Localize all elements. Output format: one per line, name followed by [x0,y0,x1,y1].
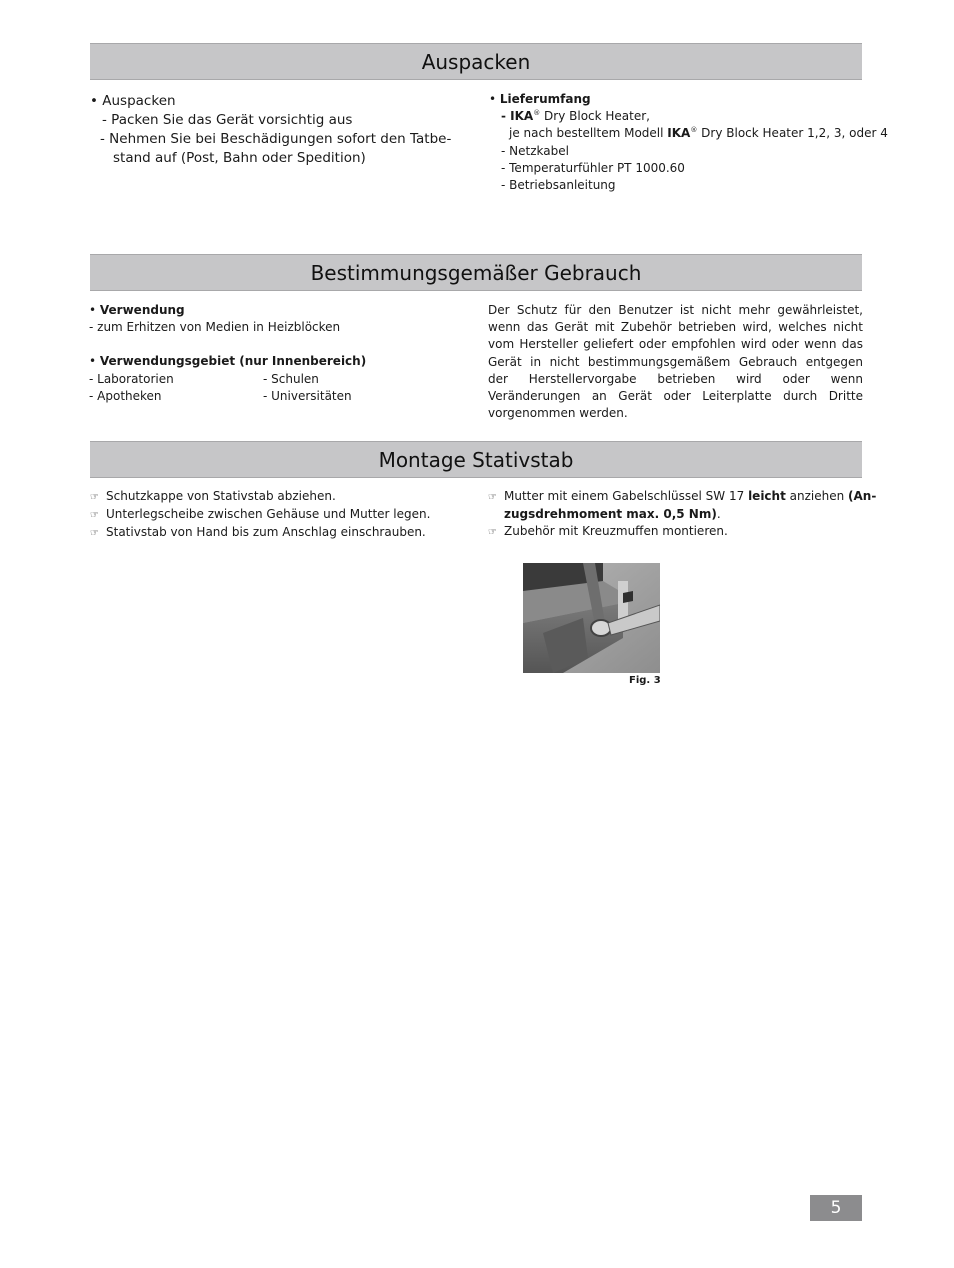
montage-right: ☞ Mutter mit einem Gabelschlüssel SW 17 leicht anziehen (An- zugsdrehmoment max. 0,5 Nm). ☞ Zubehör mit Kreuzmuffen montieren. [488,488,876,542]
bullet-icon: • [89,354,100,369]
schutz-paragraph: Der Schutz für den Benutzer ist nicht mehr gewährleistet, wenn das Gerät mit Zubehör betrieben wird, welches nicht vom Hersteller geliefert oder empfohlen wird oder wenn das Gerät in nicht bestimmungsgemäßem Gebrauch entgegen der Herstellervorgabe betrieben wird oder wenn Veränderungen an Gerät oder Leiterplatte durch Dritte vorgenommen werden. [488,303,863,421]
page-number: 5 [810,1195,862,1221]
fig3-photo [523,563,660,673]
bullet-icon: • [489,92,500,106]
figure-caption: Fig. 3 [629,675,661,686]
auspacken-left: • Auspacken - Packen Sie das Gerät vorsichtig aus - Nehmen Sie bei Beschädigungen sofort den Tatbe- stand auf (Post, Bahn oder Spedition) [90,93,452,166]
section-title-auspacken: Auspacken [90,43,862,80]
bullet-icon: • [90,93,103,109]
section-title-gebrauch: Bestimmungsgemäßer Gebrauch [90,254,862,291]
section-title-montage: Montage Stativstab [90,441,862,478]
lieferumfang-right: • Lieferumfang - IKA® Dry Block Heater, je nach bestelltem Modell IKA® Dry Block Heater 1,2, 3, oder 4 - Netzkabel - Temperaturfühler PT 1000.60 - Betriebsanleitung [489,92,888,193]
wrench-mounting-illustration [523,563,660,673]
montage-left: ☞ Schutzkappe von Stativstab abziehen. ☞ Unterlegscheibe zwischen Gehäuse und Mutter legen. ☞ Stativstab von Hand bis zum Anschlag einschrauben. [90,488,430,543]
verwendung-left: • Verwendung - zum Erhitzen von Medien in Heizblöcken • Verwendungsgebiet (nur Innenbereich) - Laboratorien - Schulen - Apotheken - Universitäten [89,303,367,403]
bullet-icon: • [89,303,100,317]
pointing-hand-icon: ☞ [488,492,497,503]
pointing-hand-icon: ☞ [90,492,99,503]
pointing-hand-icon: ☞ [488,527,497,539]
pointing-hand-icon: ☞ [90,528,99,540]
pointing-hand-icon: ☞ [90,510,99,522]
